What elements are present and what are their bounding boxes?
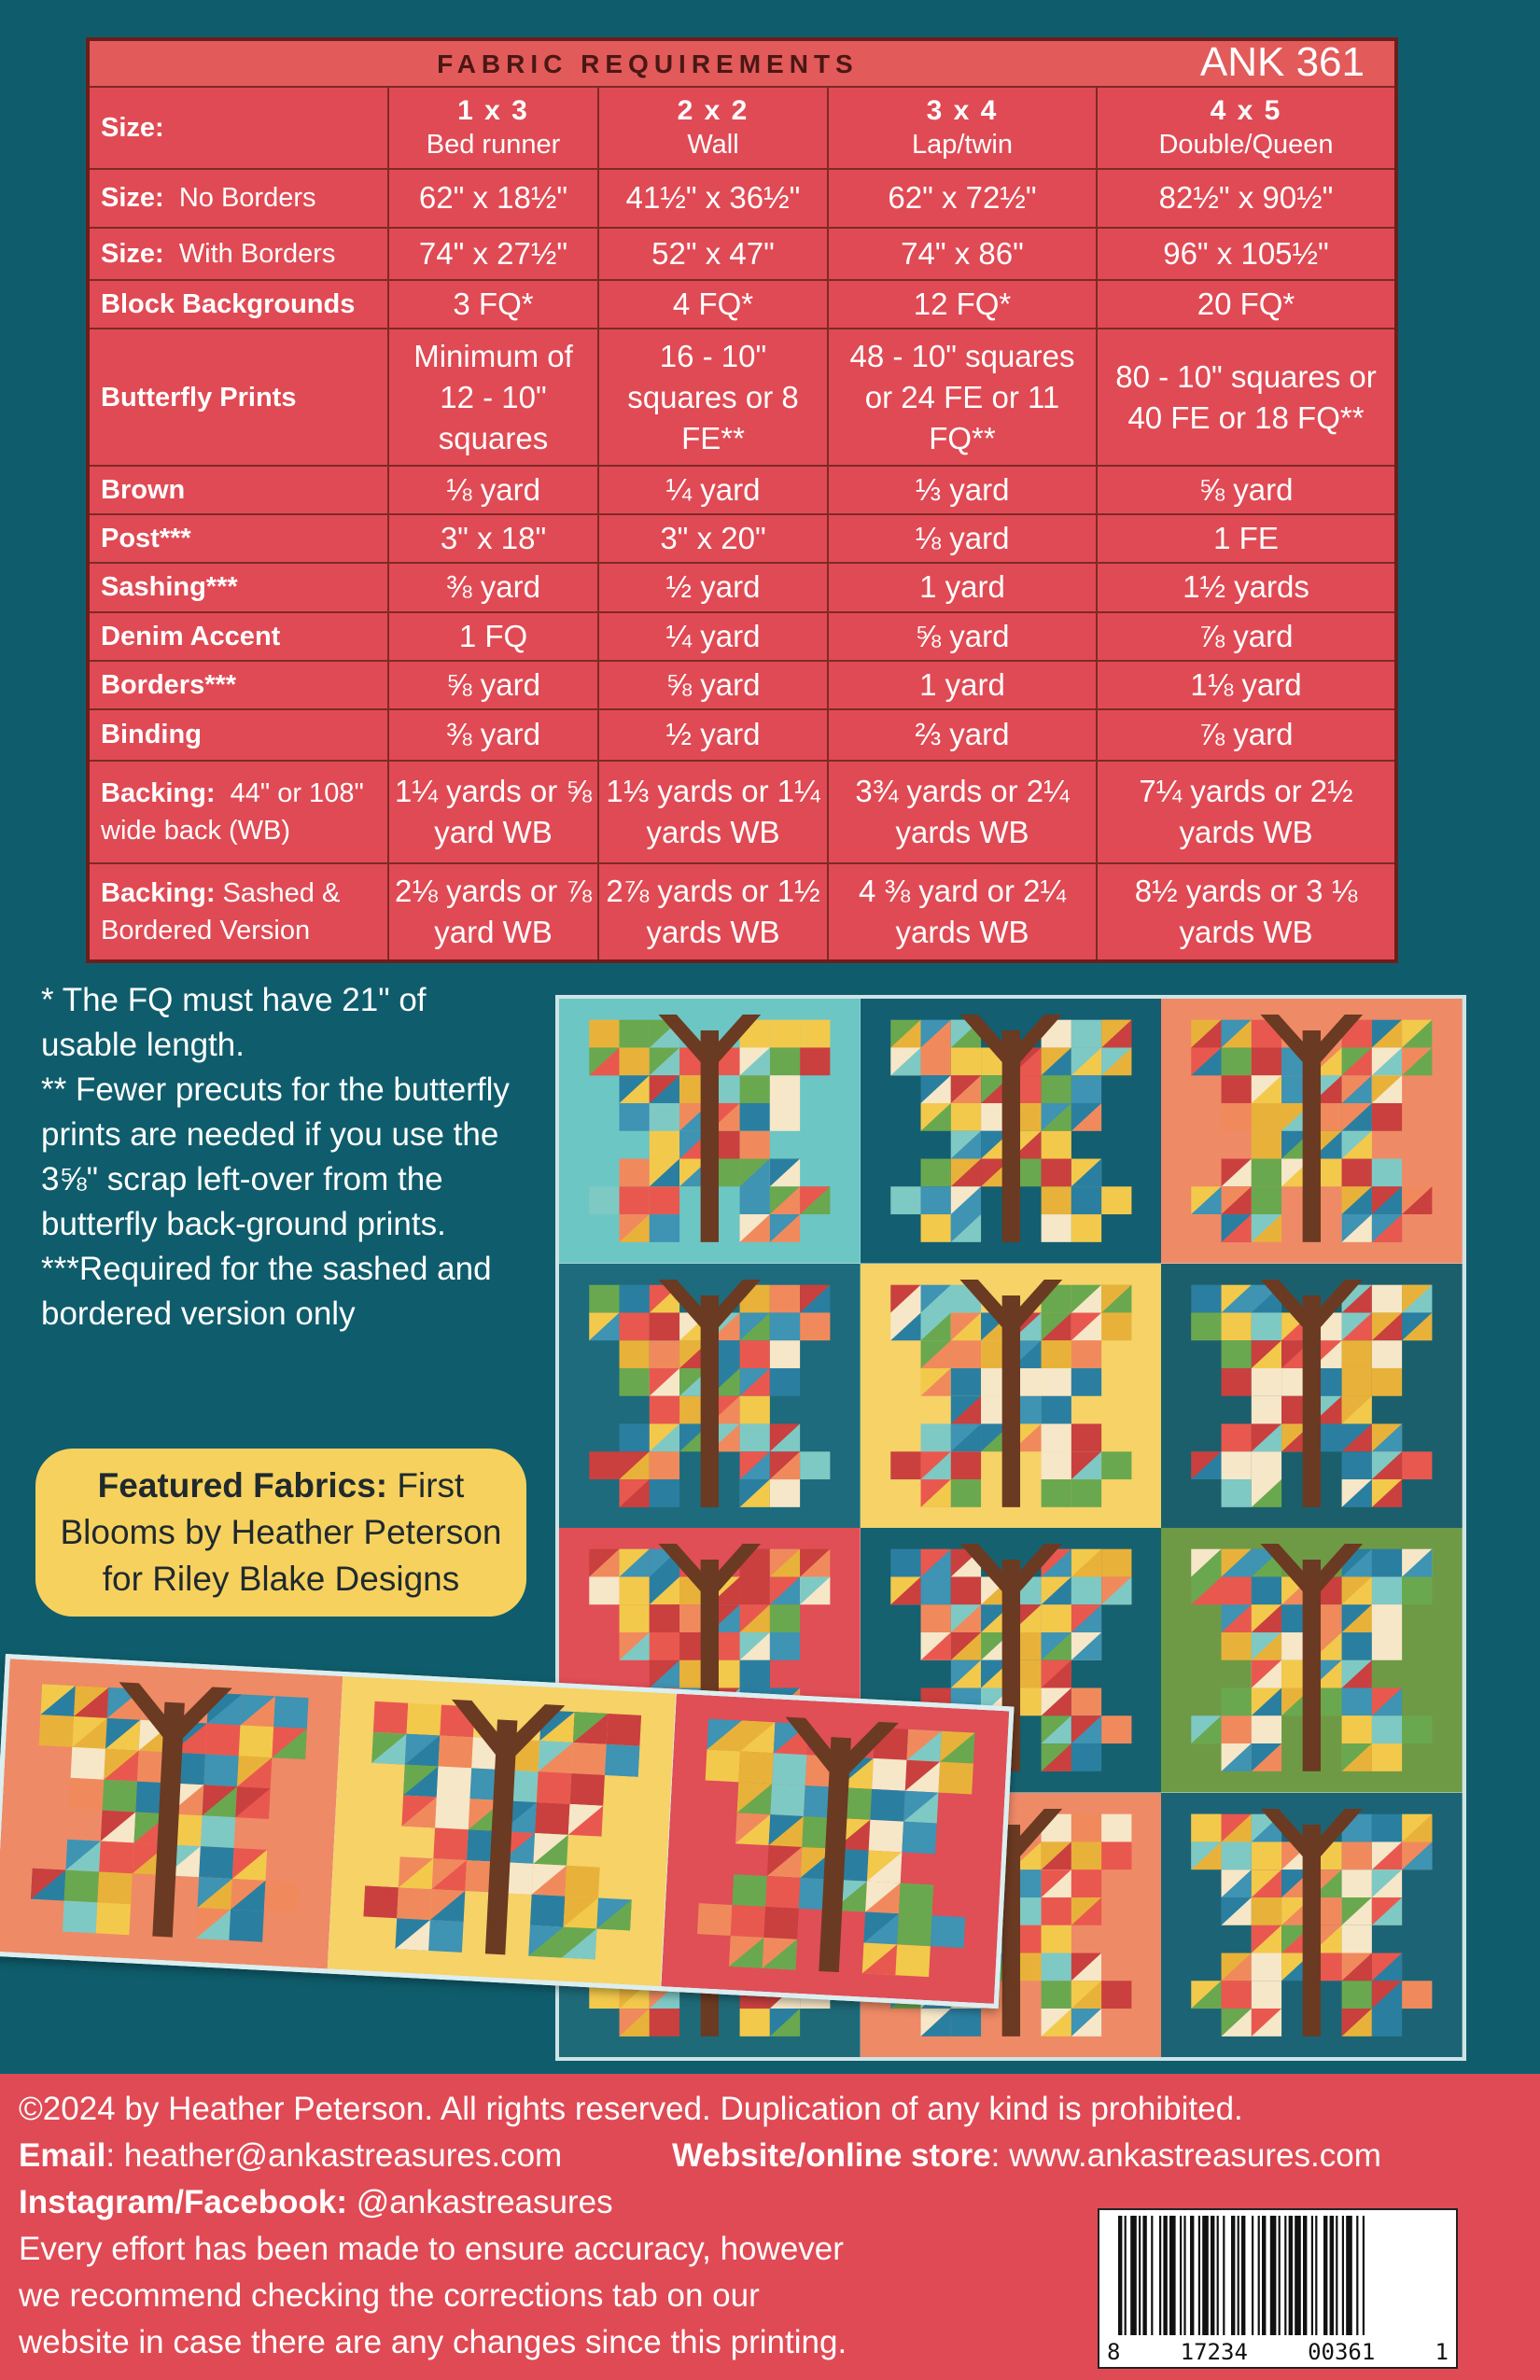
table-row [88,563,1396,611]
row-label: Brown [88,466,388,514]
featured-text: First Blooms by Heather Peterson for Riley Blake Designs [60,1466,502,1598]
table-cell: 1 FE [1097,514,1396,563]
pattern-code: ANK 361 [1199,39,1365,86]
butterfly-block-art [1161,1528,1463,1793]
barcode-bar [1336,2216,1337,2335]
row-label: Sashing*** [88,563,388,611]
barcode-bar [1342,2216,1344,2335]
butterfly-block [1161,1528,1463,1793]
butterfly-block-art [1161,1264,1463,1529]
table-cell: ¼ yard [598,612,828,661]
table-row [88,661,1396,709]
barcode-bar [1190,2216,1194,2335]
runner-butterfly-block [661,1694,1009,2004]
table-cell: 4 FQ* [598,280,828,329]
table-cell: ⅛ yard [828,514,1097,563]
barcode-bar [1202,2216,1209,2335]
table-cell: 3" x 20" [598,514,828,563]
barcode-bar [1223,2216,1225,2335]
copyright-text: ©2024 by Heather Peterson. All rights reserved. Duplication of any kind is prohibited. [19,2091,1243,2127]
barcode-bar [1183,2216,1185,2335]
barcode [1098,2208,1458,2369]
table-cell: 62" x 18½" [388,169,598,228]
table-cell: 3" x 18" [388,514,598,563]
butterfly-block [861,999,1162,1264]
butterfly-block [861,1264,1162,1529]
butterfly-block [559,1264,861,1529]
table-cell: 96" x 105½" [1097,228,1396,280]
table-row [88,709,1396,760]
barcode-bar [1289,2216,1293,2335]
row-label: Denim Accent [88,612,388,661]
runner-butterfly-block [0,1659,343,1968]
barcode-bars [1118,2216,1441,2335]
table-cell: ⅝ yard [388,661,598,709]
table-cell: ⅝ yard [1097,466,1396,514]
barcode-bar [1180,2216,1182,2335]
website-line [672,2137,1381,2175]
barcode-bar [1130,2216,1137,2335]
table-cell: ½ yard [598,563,828,611]
table-cell: 3 FQ* [388,280,598,329]
barcode-bar [1330,2216,1334,2335]
featured-fabrics-badge [35,1449,526,1617]
barcode-bar [1125,2216,1127,2335]
table-row [88,863,1396,961]
table-title: FABRIC REQUIREMENTS [437,49,859,79]
table-cell: ⅛ yard [388,466,598,514]
barcode-bar [1163,2216,1167,2335]
barcode-bar [1363,2216,1365,2335]
table-cell: 74" x 27½" [388,228,598,280]
butterfly-block [559,999,861,1264]
barcode-bar [1356,2216,1358,2335]
email-line [19,2137,562,2175]
social-handle[interactable]: @ankastreasures [347,2184,613,2220]
row-label: Size: No Borders [88,169,388,228]
table-cell: 8½ yards or 3 ⅛ yards WB [1097,863,1396,961]
barcode-bar [1151,2216,1153,2335]
disclaimer-line: website in case there are any changes since this printing. [19,2324,847,2360]
row-label: Backing: Sashed & Bordered Version [88,863,388,961]
row-label: Size: With Borders [88,228,388,280]
featured-label: Featured Fabrics: [97,1466,388,1505]
barcode-bar [1198,2216,1200,2335]
barcode-bar [1295,2216,1301,2335]
butterfly-block-art [861,1264,1162,1529]
barcode-bar [1241,2216,1245,2335]
footnote: ***Required for the sashed and bordered version only [41,1251,492,1332]
table-row [88,169,1396,228]
column-header: 4 x 5 Double/Queen [1097,87,1396,169]
barcode-bar [1311,2216,1313,2335]
table-cell: 1 yard [828,563,1097,611]
table-cell: ⅞ yard [1097,709,1396,760]
table-cell: 1⅛ yard [1097,661,1396,709]
barcode-bar [1270,2216,1277,2335]
table-cell: ¼ yard [598,466,828,514]
table-cell: 48 - 10" squares or 24 FE or 11 FQ** [828,329,1097,465]
table-cell: 82½" x 90½" [1097,169,1396,228]
disclaimer-line: Every effort has been made to ensure accuracy, however [19,2231,844,2267]
footnote: ** Fewer precuts for the butterfly prints are needed if you use the 3⅝" scrap left-over from the butterfly back-ground prints. [41,1071,510,1242]
barcode-bar [1252,2216,1253,2335]
runner-butterfly-block [328,1676,676,1986]
barcode-bar [1169,2216,1176,2335]
email-link[interactable]: : heather@ankastreasures.com [105,2137,563,2174]
butterfly-block [1161,1793,1463,2058]
table-cell: 1⅓ yards or 1¼ yards WB [598,761,828,864]
table-cell: 3¾ yards or 2¼ yards WB [828,761,1097,864]
social-label: Instagram/Facebook: [19,2184,348,2220]
table-cell: 20 FQ* [1097,280,1396,329]
barcode-bar [1159,2216,1161,2335]
butterfly-block [1161,999,1463,1264]
table-cell: 80 - 10" squares or 40 FE or 18 FQ** [1097,329,1396,465]
footnote: * The FQ must have 21" of usable length. [41,982,427,1063]
butterfly-block-art [1161,999,1463,1264]
table-cell: ⅔ yard [828,709,1097,760]
barcode-bar [1238,2216,1239,2335]
table-cell: ⅞ yard [1097,612,1396,661]
email-label: Email [19,2137,106,2174]
table-cell: 41½" x 36½" [598,169,828,228]
barcode-bar [1118,2216,1122,2335]
table-row [88,228,1396,280]
table-cell: 62" x 72½" [828,169,1097,228]
row-label: Borders*** [88,661,388,709]
table-cell: 74" x 86" [828,228,1097,280]
table-cell: 2⅞ yards or 1½ yards WB [598,863,828,961]
table-cell: 4 ⅜ yard or 2¼ yards WB [828,863,1097,961]
butterfly-block-art [861,999,1162,1264]
barcode-bar [1346,2216,1352,2335]
table-cell: 1 yard [828,661,1097,709]
table-cell: ½ yard [598,709,828,760]
butterfly-block [1161,1264,1463,1529]
row-label: Block Backgrounds [88,280,388,329]
table-row [88,329,1396,465]
website-link[interactable]: : www.ankastreasures.com [990,2137,1381,2174]
disclaimer-line: we recommend checking the corrections tab on our [19,2277,760,2314]
table-cell: 12 FQ* [828,280,1097,329]
table-cell: ⅓ yard [828,466,1097,514]
barcode-bar [1279,2216,1281,2335]
butterfly-block-art [559,1264,861,1529]
table-cell: 1½ yards [1097,563,1396,611]
table-cell: 1¼ yards or ⅝ yard WB [388,761,598,864]
table-cell: 52" x 47" [598,228,828,280]
table-header-row [88,87,1396,169]
social-line [19,2184,613,2221]
website-label: Website/online store [672,2137,991,2174]
table-row [88,466,1396,514]
table-cell: 2⅛ yards or ⅞ yard WB [388,863,598,961]
bed-runner-image [0,1654,1015,2009]
barcode-bar [1211,2216,1214,2335]
butterfly-block-art [559,999,861,1264]
barcode-bar [1231,2216,1235,2335]
barcode-bar [1284,2216,1286,2335]
barcode-bar [1303,2216,1307,2335]
column-header: 2 x 2 Wall [598,87,828,169]
fabric-requirements-table [86,37,1398,963]
size-header-label: Size: [88,87,388,169]
table-cell: ⅝ yard [828,612,1097,661]
footnotes [41,978,526,1337]
barcode-bar [1323,2216,1327,2335]
butterfly-block-art [328,1676,676,1986]
table-row [88,280,1396,329]
row-label: Binding [88,709,388,760]
row-label: Backing: 44" or 108" wide back (WB) [88,761,388,864]
barcode-bar [1139,2216,1141,2335]
table-cell: ⅝ yard [598,661,828,709]
butterfly-block-art [0,1659,343,1968]
table-cell: ⅜ yard [388,709,598,760]
barcode-bar [1258,2216,1260,2335]
table-cell: ⅜ yard [388,563,598,611]
butterfly-block-art [1161,1793,1463,2058]
barcode-digits: 8 17234 00361 1 [1107,2339,1449,2365]
table-row [88,514,1396,563]
column-header: 1 x 3 Bed runner [388,87,598,169]
row-label: Post*** [88,514,388,563]
table-row [88,612,1396,661]
row-label: Butterfly Prints [88,329,388,465]
table-cell: 7¼ yards or 2½ yards WB [1097,761,1396,864]
table-cell: 16 - 10" squares or 8 FE** [598,329,828,465]
table-title-row [88,39,1396,87]
table-cell: 1 FQ [388,612,598,661]
table-row [88,761,1396,864]
barcode-bar [1315,2216,1317,2335]
barcode-bar [1217,2216,1219,2335]
butterfly-block-art [661,1694,1009,2004]
column-header: 3 x 4 Lap/twin [828,87,1097,169]
table-cell: Minimum of 12 - 10" squares [388,329,598,465]
barcode-bar [1262,2216,1266,2335]
barcode-bar [1142,2216,1146,2335]
